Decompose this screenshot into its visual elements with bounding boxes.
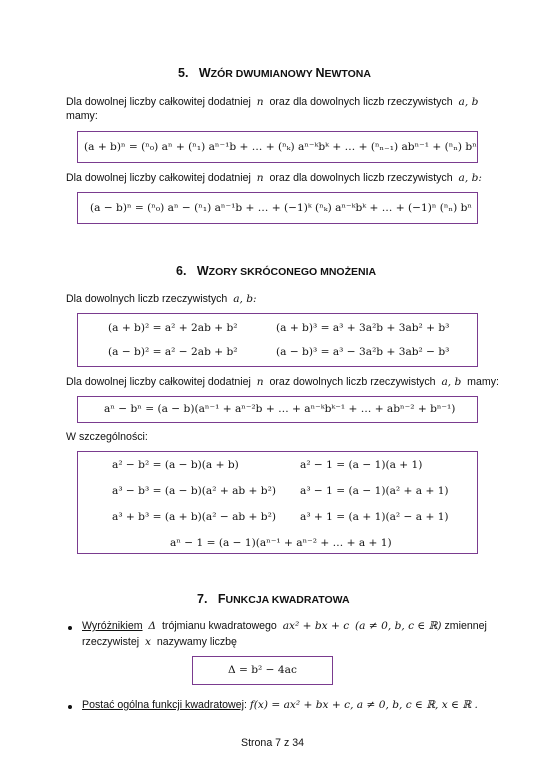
math-var: n	[256, 96, 264, 108]
formula-cube-minus: (a − b)³ = a³ − 3a²b + 3ab² − b³	[276, 346, 450, 358]
section-number: 5.	[178, 66, 189, 80]
s6-intro-1	[66, 293, 257, 305]
math-expr: ax² + bx + c	[282, 620, 350, 632]
formula-power-minus-one: aⁿ − 1 = (a − 1)(aⁿ⁻¹ + aⁿ⁻² + … + a + 1)	[170, 537, 392, 549]
formula-diff-squares: a² − b² = (a − b)(a + b)	[112, 459, 239, 471]
formula-sum-cubes: a³ + b³ = (a + b)(a² − ab + b²)	[112, 511, 276, 523]
s5-intro-1-cont: mamy:	[66, 110, 98, 122]
title-smallcaps: ZÓR DWUMIANOWY	[210, 68, 316, 80]
section-6-title	[176, 264, 376, 278]
bullet-icon	[68, 626, 72, 630]
term-wyroznik: Wyróżnikiem	[82, 620, 143, 632]
title-initial: W	[198, 66, 211, 80]
text: oraz dowolnych liczb rzeczywistych	[269, 376, 436, 388]
math-var: a, b:	[233, 293, 257, 305]
formula-power-diff: aⁿ − bⁿ = (a − b)(aⁿ⁻¹ + aⁿ⁻²b + … + aⁿ⁻ᵏbᵏ⁻¹ + … + abⁿ⁻² + bⁿ⁻¹)	[104, 403, 456, 415]
text: Dla dowolnej liczby całkowitej dodatniej	[66, 376, 251, 388]
s5-intro-1	[66, 96, 478, 108]
text: Dla dowolnej liczby całkowitej dodatniej	[66, 172, 251, 184]
formula-cube-plus-one: a³ + 1 = (a + 1)(a² − a + 1)	[300, 511, 449, 523]
title-initial: N	[315, 66, 325, 80]
term-postac-ogolna: Postać ogólna funkcji kwadratowej	[82, 699, 244, 711]
math-expr: f(x) = ax² + bx + c, a ≠ 0, b, c ∈ ℝ, x ∈ ℝ .	[249, 699, 478, 711]
general-form-line	[82, 699, 478, 711]
text: Dla dowolnych liczb rzeczywistych	[66, 293, 228, 305]
math-var: n	[256, 172, 264, 184]
formula-binomial-minus: (a − b)ⁿ = (ⁿ₀) aⁿ − (ⁿ₁) aⁿ⁻¹b + … + (−1)ᵏ (ⁿₖ) aⁿ⁻ᵏbᵏ + … + (−1)ⁿ (ⁿₙ) bⁿ	[90, 202, 472, 214]
section-number: 6.	[176, 264, 187, 278]
formula-cube-plus: (a + b)³ = a³ + 3a²b + 3ab² + b³	[276, 322, 450, 334]
discriminant-definition-line-2	[82, 636, 237, 648]
section-7-title	[197, 592, 350, 606]
bullet-icon	[68, 705, 72, 709]
formula-sq-minus-one: a² − 1 = (a − 1)(a + 1)	[300, 459, 423, 471]
math-var: Δ	[148, 620, 157, 632]
math-var: x	[145, 636, 151, 648]
text: zmiennej	[444, 620, 487, 632]
text: nazywamy liczbę	[156, 636, 237, 648]
s6-szczegolnosci: W szczególności:	[66, 431, 148, 443]
s5-intro-2	[66, 172, 482, 184]
math-var: a, b:	[458, 172, 482, 184]
title-smallcaps: UNKCJA KWADRATOWA	[225, 594, 350, 606]
math-var: n	[256, 376, 264, 388]
formula-diff-cubes: a³ − b³ = (a − b)(a² + ab + b²)	[112, 485, 276, 497]
title-smallcaps: ZORY SKRÓCONEGO MNOŻENIA	[208, 266, 377, 278]
text: rzeczywistej	[82, 636, 140, 648]
text: Dla dowolnej liczby całkowitej dodatniej	[66, 96, 251, 108]
page-footer: Strona 7 z 34	[241, 737, 305, 749]
formula-sq-minus: (a − b)² = a² − 2ab + b²	[108, 346, 238, 358]
text: oraz dla dowolnych liczb rzeczywistych	[269, 96, 453, 108]
text: trójmianu kwadratowego	[161, 620, 277, 632]
math-expr: (a ≠ 0, b, c ∈ ℝ)	[355, 620, 442, 632]
section-number: 7.	[197, 592, 208, 606]
discriminant-definition-line-1	[82, 620, 487, 632]
formula-binomial-plus: (a + b)ⁿ = (ⁿ₀) aⁿ + (ⁿ₁) aⁿ⁻¹b + … + (ⁿₖ) aⁿ⁻ᵏbᵏ + … + (ⁿₙ₋₁) abⁿ⁻¹ + (ⁿₙ) bⁿ	[84, 141, 477, 153]
formula-sq-plus: (a + b)² = a² + 2ab + b²	[108, 322, 238, 334]
formula-cube-minus-one: a³ − 1 = (a − 1)(a² + a + 1)	[300, 485, 449, 497]
section-5-title	[178, 66, 371, 80]
formula-delta: Δ = b² − 4ac	[228, 664, 297, 676]
title-initial: W	[196, 264, 209, 278]
title-initial: F	[217, 592, 226, 606]
title-smallcaps: EWTONA	[324, 68, 371, 80]
text: :	[243, 699, 247, 711]
s6-intro-2	[66, 376, 499, 388]
text: oraz dla dowolnych liczb rzeczywistych	[269, 172, 453, 184]
math-var: a, b	[441, 376, 462, 388]
math-var: a, b	[458, 96, 479, 108]
text: mamy:	[467, 376, 499, 388]
